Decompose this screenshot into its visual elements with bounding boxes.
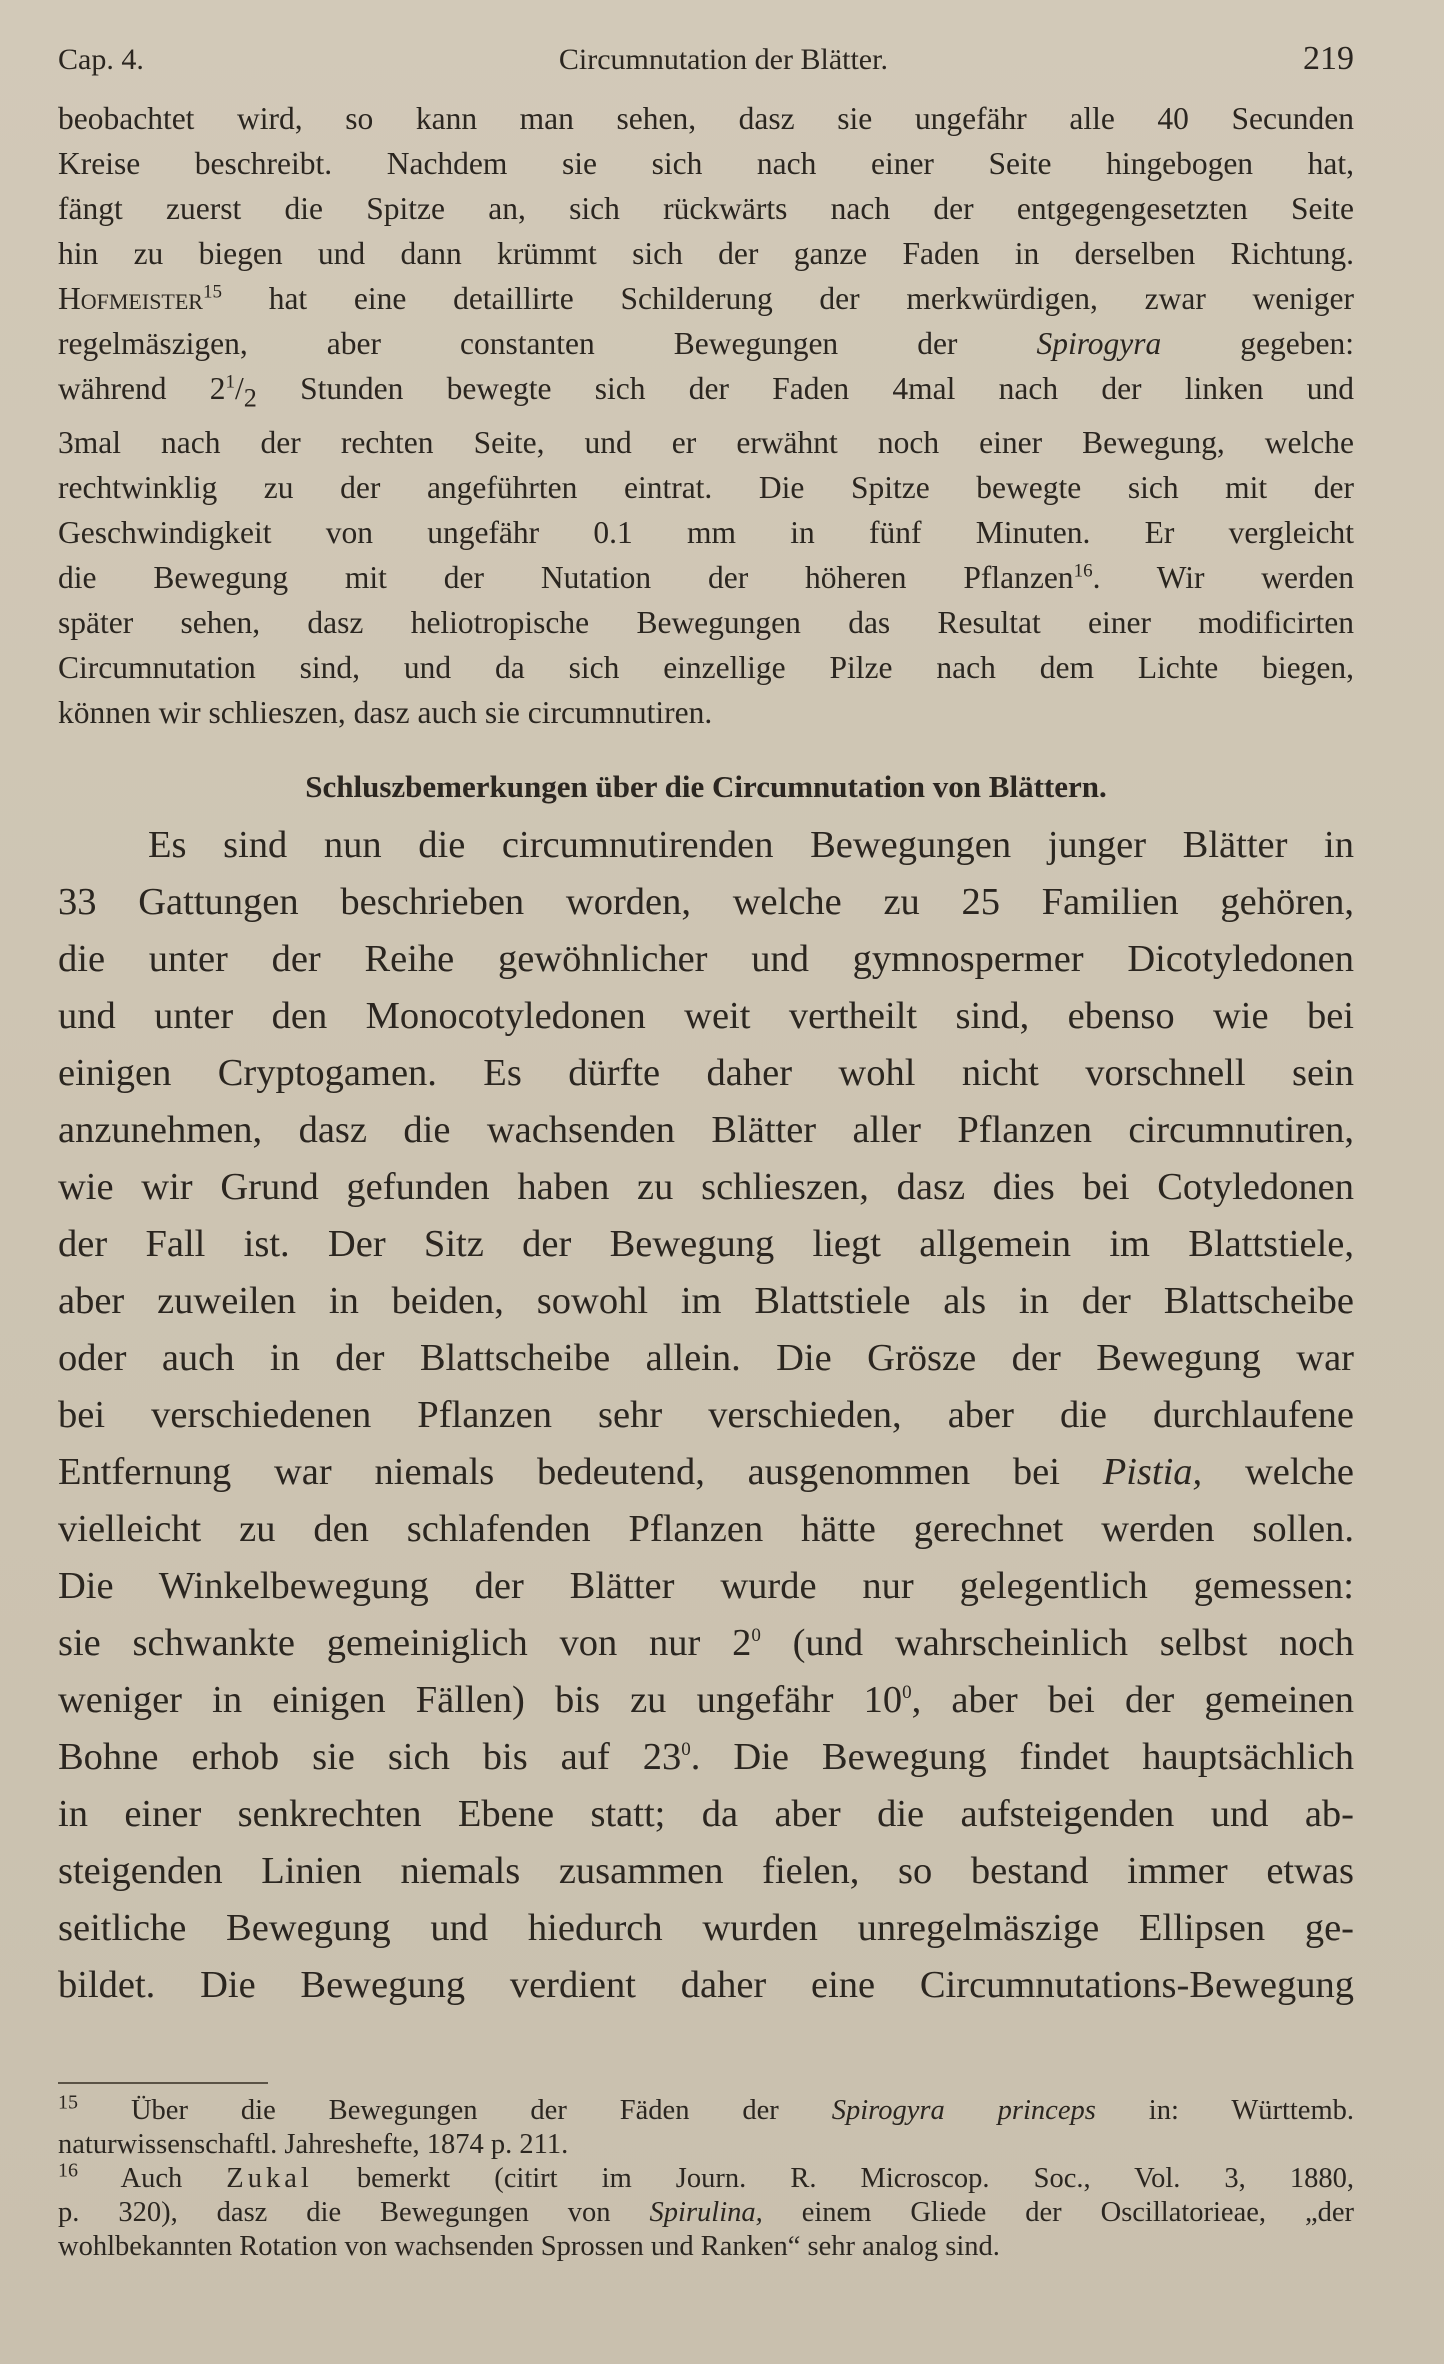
text-line: steigenden Linien niemals zusammen fielen, so bestand immer etwas xyxy=(58,1850,1354,1893)
taxon-name: Pistia, xyxy=(1102,1451,1203,1494)
text-line: der Fall ist. Der Sitz der Bewegung liegt allgemein im Blattstiele, xyxy=(58,1223,1354,1266)
text-span: weniger in einigen Fällen) bis zu ungefähr 10 xyxy=(58,1679,903,1722)
text-span: p. 320), dasz die Bewegungen von xyxy=(58,2197,650,2229)
text-line: 33 Gattungen beschrieben worden, welche zu 25 Familien gehören, xyxy=(58,881,1354,924)
text-span: welche xyxy=(1202,1451,1355,1494)
degree-mark: 0 xyxy=(751,1625,761,1647)
taxon-name: Spirogyra princeps xyxy=(831,2095,1096,2127)
text-line: wie wir Grund gefunden haben zu schlieszen, dasz dies bei Cotyledonen xyxy=(58,1166,1354,1209)
footnote-16 xyxy=(58,2159,1354,2196)
text-line: fängt zuerst die Spitze an, sich rückwärts nach der entgegengesetzten Seite xyxy=(58,191,1354,226)
text-span: in: Württemb. xyxy=(1095,2095,1354,2127)
text-line xyxy=(58,1729,1354,1786)
taxon-name: Spirulina, xyxy=(649,2197,763,2229)
text-line: Die Winkelbewegung der Blätter wurde nur gelegentlich gemessen: xyxy=(58,1565,1354,1608)
text-line xyxy=(58,555,1354,600)
author-name: Hofmeister xyxy=(58,281,203,316)
text-span: . Wir werden xyxy=(1092,560,1354,596)
taxon-name: Spirogyra xyxy=(1036,326,1162,361)
top-paragraph xyxy=(58,96,1354,735)
fraction-slash: / xyxy=(234,371,244,406)
footnote-divider xyxy=(58,2082,268,2084)
text-span: Bohne erhob sie sich bis auf 23 xyxy=(58,1736,682,1779)
text-line: einigen Cryptogamen. Es dürfte daher wohl nicht vorschnell sein xyxy=(58,1052,1354,1095)
text-line: vielleicht zu den schlafenden Pflanzen hätte gerechnet werden sollen. xyxy=(58,1508,1354,1551)
main-paragraph xyxy=(58,817,1354,2014)
text-line: und unter den Monocotyledonen weit vertheilt sind, ebenso wie bei xyxy=(58,995,1354,1038)
text-line xyxy=(58,1672,1354,1729)
text-span: regelmäszigen, aber constanten Bewegungen der xyxy=(58,326,1037,361)
text-line xyxy=(58,276,1354,321)
page-number: 219 xyxy=(1302,40,1354,77)
text-line: beobachtet wird, so kann man sehen, dasz sie ungefähr alle 40 Secunden xyxy=(58,101,1354,136)
text-span: Auch xyxy=(78,2163,227,2195)
text-line: Es sind nun die circumnutirenden Bewegungen junger Blätter in xyxy=(148,824,1354,867)
section-heading: Schluszbemerkungen über die Circumnutation von Blättern. xyxy=(305,769,1107,805)
fraction-numerator: 1 xyxy=(225,371,235,393)
footnote-number: 15 xyxy=(58,2091,78,2114)
text-line xyxy=(58,1444,1354,1501)
text-line: oder auch in der Blattscheibe allein. Die Grösze der Bewegung war xyxy=(58,1337,1354,1380)
text-line xyxy=(58,366,1354,420)
text-line: 3mal nach der rechten Seite, und er erwähnt noch einer Bewegung, welche xyxy=(58,425,1354,461)
text-line: hin zu biegen und dann krümmt sich der ganze Faden in derselben Richtung. xyxy=(58,236,1354,271)
text-line: in einer senkrechten Ebene statt; da aber die aufsteigenden und ab- xyxy=(58,1793,1354,1836)
footnote-line: wohlbekannten Rotation von wachsenden Sprossen und Ranken“ sehr analog sind. xyxy=(58,2231,1000,2263)
footnotes xyxy=(58,2091,1354,2264)
text-line xyxy=(58,321,1354,366)
text-line: später sehen, dasz heliotropische Bewegungen das Resultat einer modificirten xyxy=(58,605,1354,641)
text-line: bei verschiedenen Pflanzen sehr verschieden, aber die durchlaufene xyxy=(58,1394,1354,1437)
chapter-label: Cap. 4. xyxy=(58,43,144,76)
text-span: einem Gliede der Oscillatorieae, „der xyxy=(762,2197,1354,2229)
footnote-15 xyxy=(58,2091,1354,2128)
text-line: Kreise beschreibt. Nachdem sie sich nach einer Seite hingebogen hat, xyxy=(58,146,1354,181)
footnote-line: naturwissenschaftl. Jahreshefte, 1874 p. 211. xyxy=(58,2129,569,2161)
text-line: anzunehmen, dasz die wachsenden Blätter aller Pflanzen circumnutiren, xyxy=(58,1109,1354,1152)
text-line: Geschwindigkeit von ungefähr 0.1 mm in fünf Minuten. Er vergleicht xyxy=(58,515,1354,551)
text-span: Stunden bewegte sich der Faden 4mal nach der linken und xyxy=(256,371,1355,406)
fraction-denominator: 2 xyxy=(243,383,257,413)
text-span: hat eine detaillirte Schilderung der merkwürdigen, zwar weniger xyxy=(221,281,1354,316)
text-span: sie schwankte gemeiniglich von nur 2 xyxy=(58,1622,752,1665)
text-line: seitliche Bewegung und hiedurch wurden unregelmäszige Ellipsen ge- xyxy=(58,1907,1354,1950)
degree-mark: 0 xyxy=(681,1739,691,1761)
text-span: (und wahrscheinlich selbst noch xyxy=(760,1622,1354,1665)
text-line: rechtwinklig zu der angeführten eintrat. Die Spitze bewegte sich mit der xyxy=(58,470,1354,506)
text-span: bemerkt (citirt im Journ. R. Microscop. Soc., Vol. 3, 1880, xyxy=(312,2163,1354,2195)
text-line: können wir schlieszen, dasz auch sie circumnutiren. xyxy=(58,695,713,731)
text-span: , aber bei der gemeinen xyxy=(911,1679,1354,1722)
footnote-ref: 15 xyxy=(202,281,222,303)
text-span: . Die Bewegung findet hauptsächlich xyxy=(690,1736,1354,1779)
author-name: Zukal xyxy=(226,2163,313,2195)
text-line xyxy=(58,1615,1354,1672)
text-span: Über die Bewegungen der Fäden der xyxy=(78,2095,832,2127)
text-line: bildet. Die Bewegung verdient daher eine Circumnutations-Bewegung xyxy=(58,1964,1354,2007)
footnote-ref: 16 xyxy=(1073,560,1093,582)
text-span: die Bewegung mit der Nutation der höheren Pflanzen xyxy=(58,560,1074,596)
text-line: aber zuweilen in beiden, sowohl im Blattstiele als in der Blattscheibe xyxy=(58,1280,1354,1323)
text-span: während 2 xyxy=(58,371,226,406)
text-line: Circumnutation sind, und da sich einzellige Pilze nach dem Lichte biegen, xyxy=(58,650,1354,686)
footnote-line xyxy=(58,2196,1354,2230)
running-title: Circumnutation der Blätter. xyxy=(558,43,888,76)
footnote-number: 16 xyxy=(58,2159,78,2182)
text-span: Entfernung war niemals bedeutend, ausgenommen bei xyxy=(58,1451,1103,1494)
text-line: die unter der Reihe gewöhnlicher und gymnospermer Dicotyledonen xyxy=(58,938,1354,981)
degree-mark: 0 xyxy=(902,1682,912,1704)
running-header xyxy=(58,40,1354,96)
text-span: gegeben: xyxy=(1161,326,1354,361)
